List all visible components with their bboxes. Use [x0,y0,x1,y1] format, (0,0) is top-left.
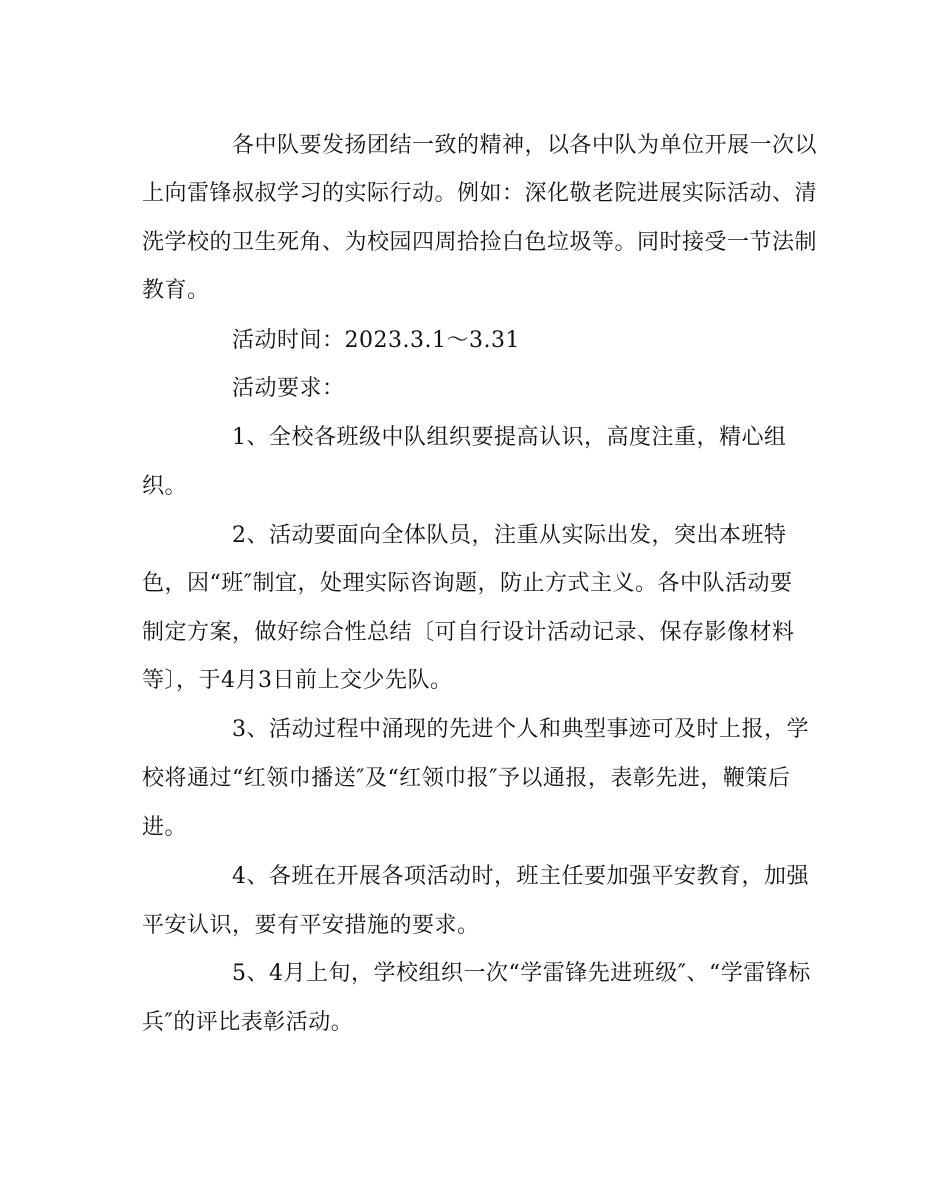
requirement-2-line: 色，因“班″制宜，处理实际咨询题，防止方式主义。各中队活动要 [142,571,793,596]
activity-time-line: 活动时间：2023.3.1～3.31 [232,328,520,353]
requirement-1-line: 1、全校各班级中队组织要提高认识，高度注重，精心组 [232,425,787,450]
requirement-2-line: 2、活动要面向全体队员，注重从实际出发，突出本班特 [232,523,787,548]
requirement-3-line: 校将通过“红领巾播送″及“红领巾报″予以通报，表彰先进，鞭策后 [142,766,791,791]
paragraph-line: 教育。 [142,278,210,303]
requirement-5-line: 5、4月上旬，学校组织一次“学雷锋先进班级″、“学雷锋标 [232,961,811,986]
requirement-1-line: 织。 [142,474,188,499]
requirement-5-line: 兵″的评比表彰活动。 [142,1010,354,1035]
requirement-3-line: 3、活动过程中涌现的先进个人和典型事迹可及时上报，学 [232,717,809,742]
paragraph-line: 洗学校的卫生死角、为校园四周拾捡白色垃圾等。同时接受一节法制 [142,230,818,255]
requirement-4-line: 4、各班在开展各项活动时，班主任要加强平安教育，加强 [232,864,809,889]
paragraph-line: 各中队要发扬团结一致的精神，以各中队为单位开展一次以 [232,133,818,158]
activity-requirements-heading: 活动要求： [232,376,345,401]
requirement-2-line: 制定方案，做好综合性总结〔可自行设计活动记录、保存影像材料 [142,620,795,645]
paragraph-line: 上向雷锋叔叔学习的实际行动。例如：深化敬老院进展实际活动、清 [142,181,818,206]
requirement-4-line: 平安认识，要有平安措施的要求。 [142,913,480,938]
requirement-2-line: 等〕，于4月3日前上交少先队。 [142,668,453,693]
requirement-3-line: 进。 [142,815,188,840]
